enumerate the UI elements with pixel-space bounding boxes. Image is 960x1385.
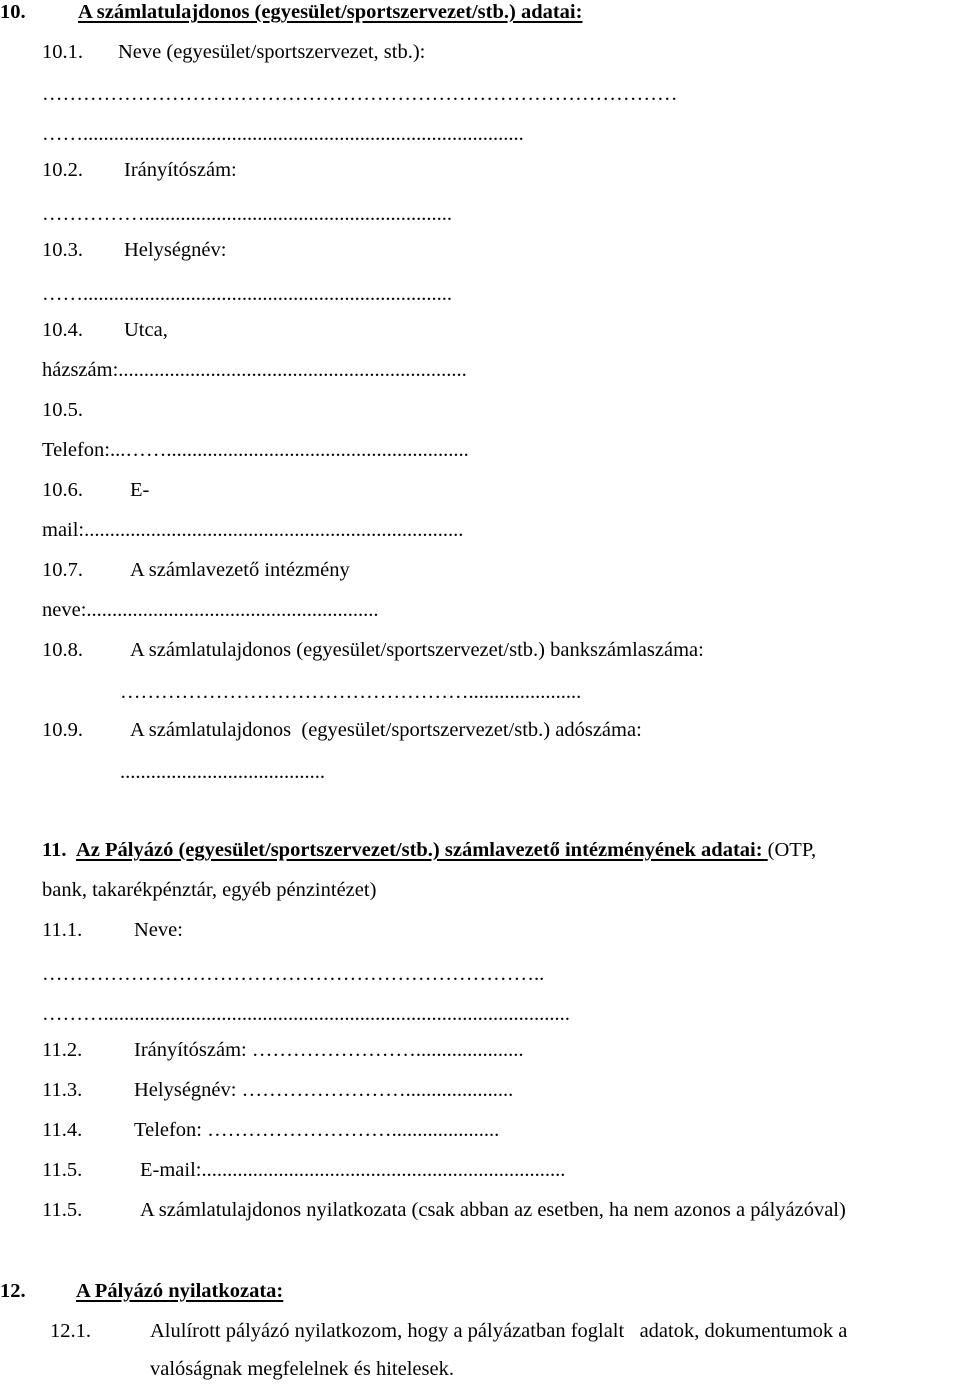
item-11-4-label: Telefon: xyxy=(134,1119,208,1141)
item-10-5-number: 10.5. xyxy=(42,399,83,421)
item-10-1-fill-line-2[interactable]: ……...................................................................................... xyxy=(42,123,524,145)
section-11-number: 11. xyxy=(42,839,67,861)
item-10-2-label: Irányítószám: xyxy=(124,159,237,181)
item-10-4-fill[interactable]: házszám:.................................................................... xyxy=(42,359,467,381)
item-11-4-fill[interactable]: ………………………..................... xyxy=(207,1119,500,1141)
item-10-8-label: A számlatulajdonos (egyesület/sportszervezet/stb.) bankszámlaszáma: xyxy=(130,639,704,661)
item-11-3-fill[interactable]: ……………………..................... xyxy=(241,1079,514,1101)
item-10-9-number: 10.9. xyxy=(42,719,83,741)
item-10-7-label: A számlavezető intézmény xyxy=(130,559,350,581)
item-11-3-number: 11.3. xyxy=(42,1079,83,1101)
item-10-6-number: 10.6. xyxy=(42,479,83,501)
section-10-number: 10. xyxy=(0,1,26,23)
section-11-title-tail: (OTP, xyxy=(767,839,817,861)
item-11-2-label: Irányítószám: xyxy=(134,1039,252,1061)
item-10-5-fill[interactable]: Telefon:...……........................................................... xyxy=(42,439,469,461)
item-11-1-fill-line-2[interactable]: ………........................................................................................... xyxy=(42,1003,570,1025)
item-11-6-number: 11.5. xyxy=(42,1199,83,1221)
section-11-heading xyxy=(76,838,816,862)
item-10-8-fill[interactable]: ……………………………………………...................... xyxy=(120,681,582,703)
item-11-5-number: 11.5. xyxy=(42,1159,83,1181)
item-11-1-label: Neve: xyxy=(134,919,183,941)
item-11-1-number: 11.1. xyxy=(42,919,83,941)
item-10-4-label: Utca, xyxy=(124,319,168,341)
section-11-title: Az Pályázó (egyesület/sportszervezet/stb.) számlavezető intézményének adatai: xyxy=(76,839,768,861)
item-10-3-fill[interactable]: ……........................................................................ xyxy=(42,283,452,305)
item-11-2-number: 11.2. xyxy=(42,1039,83,1061)
item-10-1-fill-line-1[interactable]: ………………………………………………………………………………… xyxy=(42,83,678,105)
item-12-1-number: 12.1. xyxy=(50,1320,91,1342)
item-10-1-label: Neve (egyesület/sportszervezet, stb.): xyxy=(118,41,426,63)
item-10-2-fill[interactable]: ……………............................................................ xyxy=(42,203,452,225)
section-11-title-continuation: bank, takarékpénztár, egyéb pénzintézet) xyxy=(42,879,377,901)
item-10-1-number: 10.1. xyxy=(42,41,83,63)
item-12-1-text-continuation: valóságnak megfelelnek és hitelesek. xyxy=(150,1358,454,1380)
item-11-3-label: Helységnév: xyxy=(134,1079,242,1101)
item-10-6-fill[interactable]: mail:.......................................................................... xyxy=(42,519,464,541)
item-10-9-fill[interactable]: ........................................ xyxy=(120,761,325,783)
item-10-3-label: Helységnév: xyxy=(124,239,227,261)
item-11-5-row xyxy=(140,1158,565,1182)
item-11-5-label: E-mail: xyxy=(140,1159,202,1181)
item-11-5-fill[interactable]: ....................................................................... xyxy=(201,1159,566,1181)
item-11-4-row xyxy=(134,1118,499,1142)
item-12-1-text: Alulírott pályázó nyilatkozom, hogy a pályázatban foglalt adatok, dokumentumok a xyxy=(150,1320,848,1342)
item-10-2-number: 10.2. xyxy=(42,159,83,181)
item-10-6-label: E- xyxy=(130,479,150,501)
section-10-title: A számlatulajdonos (egyesület/sportszervezet/stb.) adatai: xyxy=(78,1,583,23)
item-10-9-label: A számlatulajdonos (egyesület/sportszervezet/stb.) adószáma: xyxy=(130,719,642,741)
item-10-3-number: 10.3. xyxy=(42,239,83,261)
item-11-6-label: A számlatulajdonos nyilatkozata (csak abban az esetben, ha nem azonos a pályázóval) xyxy=(140,1199,846,1221)
item-10-7-number: 10.7. xyxy=(42,559,83,581)
section-12-number: 12. xyxy=(0,1280,26,1302)
section-12-title: A Pályázó nyilatkozata: xyxy=(76,1280,284,1302)
item-11-2-row xyxy=(134,1038,523,1062)
item-10-8-number: 10.8. xyxy=(42,639,83,661)
item-10-4-number: 10.4. xyxy=(42,319,83,341)
item-11-4-number: 11.4. xyxy=(42,1119,83,1141)
item-11-3-row xyxy=(134,1078,513,1102)
item-11-1-fill-line-1[interactable]: ……………………………………………………………….. xyxy=(42,963,545,985)
item-11-2-fill[interactable]: ……………………..................... xyxy=(251,1039,524,1061)
item-10-7-fill[interactable]: neve:......................................................... xyxy=(42,599,379,621)
